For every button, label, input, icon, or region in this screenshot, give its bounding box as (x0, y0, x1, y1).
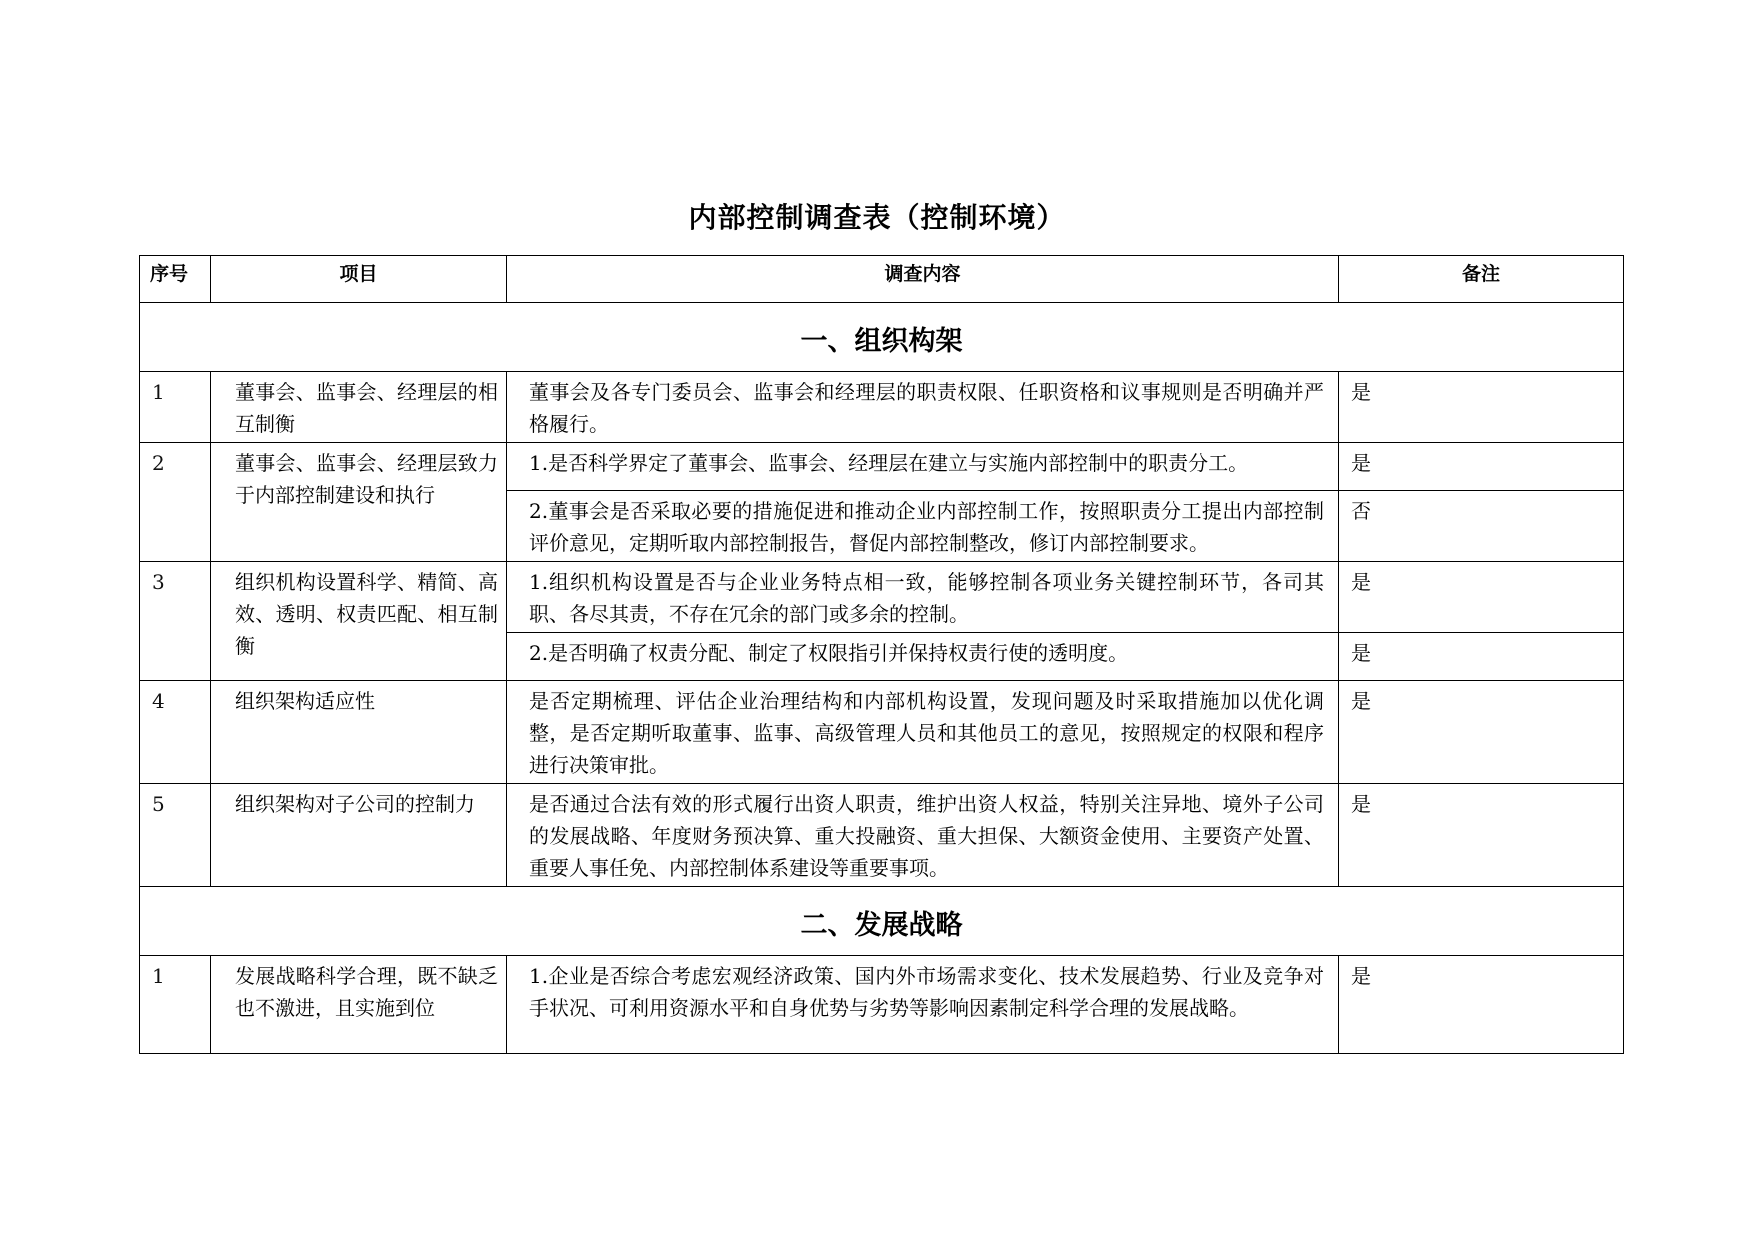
header-row (140, 256, 1624, 303)
row-note: 是 (1339, 443, 1624, 491)
section-row (140, 303, 1624, 372)
row-content: 董事会及各专门委员会、监事会和经理层的职责权限、任职资格和议事规则是否明确并严格履行。 (507, 372, 1339, 443)
row-note: 是 (1339, 956, 1624, 1054)
table-row (140, 956, 1624, 1054)
header-note: 备注 (1339, 256, 1624, 303)
row-number: 1 (140, 372, 211, 443)
row-item: 董事会、监事会、经理层致力于内部控制建设和执行 (211, 443, 507, 562)
row-item: 组织架构对子公司的控制力 (211, 784, 507, 887)
table-row (140, 372, 1624, 443)
section-row (140, 887, 1624, 956)
row-number: 3 (140, 562, 211, 681)
row-note: 否 (1339, 491, 1624, 562)
row-number: 2 (140, 443, 211, 562)
row-note: 是 (1339, 681, 1624, 784)
row-content: 2.董事会是否采取必要的措施促进和推动企业内部控制工作，按照职责分工提出内部控制评价意见，定期听取内部控制报告，督促内部控制整改，修订内部控制要求。 (507, 491, 1339, 562)
row-item: 发展战略科学合理，既不缺乏也不激进，且实施到位 (211, 956, 507, 1054)
row-content: 1.企业是否综合考虑宏观经济政策、国内外市场需求变化、技术发展趋势、行业及竞争对手状况、可利用资源水平和自身优势与劣势等影响因素制定科学合理的发展战略。 (507, 956, 1339, 1054)
table-row (140, 784, 1624, 887)
row-content: 1.组织机构设置是否与企业业务特点相一致，能够控制各项业务关键控制环节，各司其职、各尽其责，不存在冗余的部门或多余的控制。 (507, 562, 1339, 633)
row-number: 1 (140, 956, 211, 1054)
table-body (140, 303, 1624, 1054)
section-heading: 一、组织构架 (140, 303, 1624, 372)
row-number: 5 (140, 784, 211, 887)
table-row (140, 443, 1624, 491)
row-item: 组织架构适应性 (211, 681, 507, 784)
row-item: 组织机构设置科学、精简、高效、透明、权责匹配、相互制衡 (211, 562, 507, 681)
row-content: 是否通过合法有效的形式履行出资人职责，维护出资人权益，特别关注异地、境外子公司的发展战略、年度财务预决算、重大投融资、重大担保、大额资金使用、主要资产处置、重要人事任免、内部控制体系建设等重要事项。 (507, 784, 1339, 887)
row-content: 1.是否科学界定了董事会、监事会、经理层在建立与实施内部控制中的职责分工。 (507, 443, 1339, 491)
row-content: 2.是否明确了权责分配、制定了权限指引并保持权责行使的透明度。 (507, 633, 1339, 681)
row-note: 是 (1339, 633, 1624, 681)
row-note: 是 (1339, 784, 1624, 887)
row-content: 是否定期梳理、评估企业治理结构和内部机构设置，发现问题及时采取措施加以优化调整，是否定期听取董事、监事、高级管理人员和其他员工的意见，按照规定的权限和程序进行决策审批。 (507, 681, 1339, 784)
row-note: 是 (1339, 372, 1624, 443)
header-item: 项目 (211, 256, 507, 303)
row-note: 是 (1339, 562, 1624, 633)
survey-table (139, 255, 1624, 1054)
row-item: 董事会、监事会、经理层的相互制衡 (211, 372, 507, 443)
document-title: 内部控制调查表（控制环境） (688, 201, 1066, 234)
section-heading: 二、发展战略 (140, 887, 1624, 956)
table-row (140, 562, 1624, 633)
table-row (140, 681, 1624, 784)
header-no: 序号 (140, 256, 211, 303)
header-content: 调查内容 (507, 256, 1339, 303)
row-number: 4 (140, 681, 211, 784)
